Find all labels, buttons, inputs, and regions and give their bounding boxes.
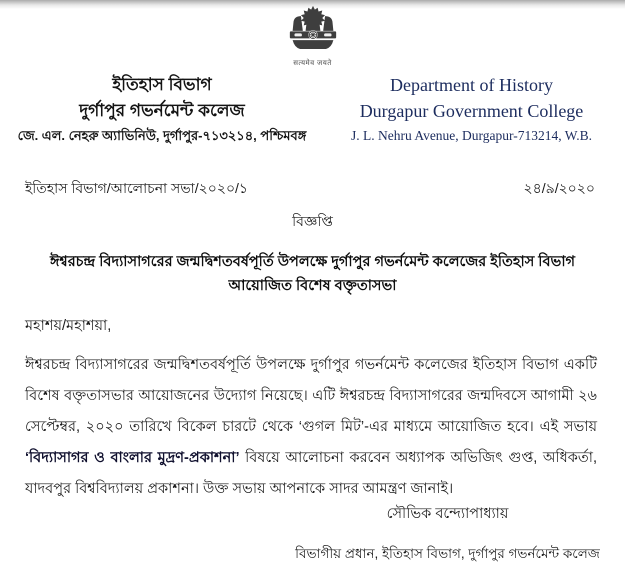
address-bengali: জে. এল. নেহরু অ্যাভিনিউ, দুর্গাপুর-৭১৩২১৪, পশ্চিমবঙ্গ (17, 128, 307, 143)
notice-label: বিজ্ঞপ্তি (292, 213, 333, 229)
letterhead (0, 72, 625, 148)
memo-date: ২৪/৯/২০২০ (523, 180, 595, 196)
reference-row (25, 177, 595, 201)
signatory-name: সৌভিক বন্দ্যোপাধ্যায় (386, 506, 509, 522)
notice-body-paragraph (25, 350, 597, 505)
dept-name-english: Department of History (390, 75, 553, 95)
emblem-of-india (258, 5, 368, 67)
body-text-after-topic: বিষয়ে আলোচনা করবেন অধ্যাপক অভিজিৎ গুপ্ত, অধিকর্তা, যাদবপুর বিশ্ববিদ্যালয় প্রকাশনা। উক্ত সভায় আপনাকে সাদর আমন্ত্রণ জানাই। (25, 450, 597, 497)
dept-name-bengali: ইতিহাস বিভাগ (112, 75, 212, 94)
letterhead-english (334, 72, 609, 148)
body-text-before-topic: ঈশ্বরচন্দ্র বিদ্যাসাগরের জন্মদ্বিশতবর্ষপূর্তি উপলক্ষে দুর্গাপুর গভর্নমেন্ট কলেজের ইতিহাস বিভাগ একটি বিশেষ বক্তৃতাসভার আয়োজনের উদ্যোগ নিয়েছে। এটি ঈশ্বরচন্দ্র বিদ্যাসাগরের জন্মদিবসে আগামী ২৬ সেপ্টেম্বর, ২০২০ তারিখে বিকেল চারটে থেকে ‘গুগল মিট’-এর মাধ্যমে আয়োজিত হবে। এই সভায় (25, 357, 597, 435)
notice-title-line1: ঈশ্বরচন্দ্র বিদ্যাসাগরের জন্মদ্বিশতবর্ষপূর্তি উপলক্ষে দুর্গাপুর গভর্নমেন্ট কলেজের ইতিহাস বিভাগ (49, 254, 576, 270)
college-name-bengali: দুর্গাপুর গভর্নমেন্ট কলেজ (79, 101, 245, 120)
address-english: J. L. Nehru Avenue, Durgapur-713214, W.B. (350, 128, 593, 143)
salutation: মহাশয়/মহাশয়া, (25, 318, 112, 334)
notice-title (30, 250, 595, 298)
college-name-english: Durgapur Government College (359, 101, 584, 121)
emblem-motto: सत्यमेव जयते (293, 60, 332, 67)
letterhead-bengali (12, 72, 312, 148)
signature-block (295, 503, 600, 566)
lecture-topic: ‘বিদ্যাসাগর ও বাংলার মুদ্রণ-প্রকাশনা’ (25, 450, 240, 466)
signatory-designation: বিভাগীয় প্রধান, ইতিহাস বিভাগ, দুর্গাপুর গভর্নমেন্ট কলেজ (295, 546, 600, 561)
ashoka-lion-capital-icon (282, 5, 344, 55)
memo-number: ইতিহাস বিভাগ/আলোচনা সভা/২০২০/১ (25, 180, 249, 196)
notice-title-line2: আয়োজিত বিশেষ বক্তৃতাসভা (228, 278, 397, 294)
